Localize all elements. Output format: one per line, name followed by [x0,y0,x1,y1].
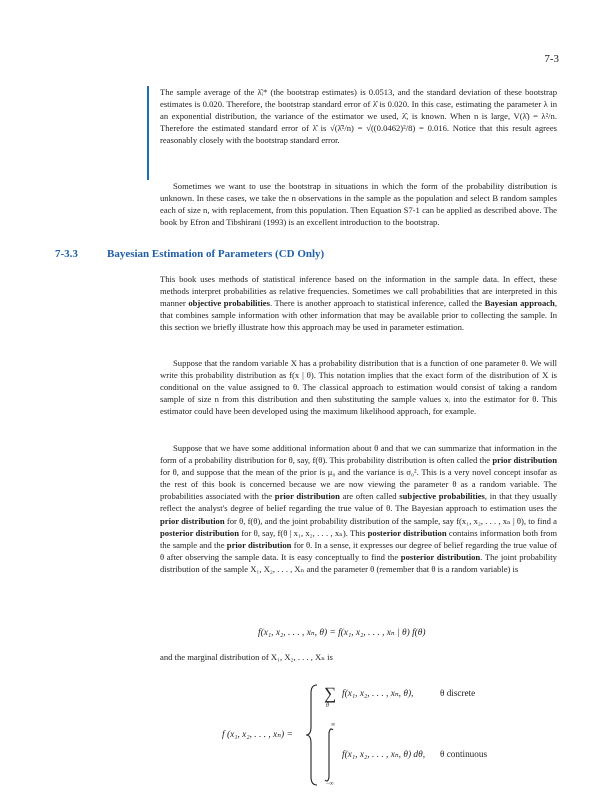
body-paragraph-1: This book uses methods of statistical inference based on the information in the sample data. In effect, these methods interpret probabilities as relative frequencies. Sometimes we call probabilities that are interpreted in this manner objective probabilities. There is another approach to statistical inference, called the Bayesian approach, that combines sample information with other information that may be available prior to collecting the sample. In this section we briefly illustrate how this approach may be used in parameter estimation. [160,274,557,333]
integral-term: f(x₁, x₂, . . . , xₙ, θ) dθ, [342,750,426,760]
condition-discrete: θ discrete [440,688,476,698]
section-title: Bayesian Estimation of Parameters (CD Only) [107,248,325,260]
body-paragraph-3: Suppose that we have some additional information about θ and that we can summarize that information in the form of a probability distribution for θ, say, f(θ). This probability distribution is often called the prior distribution for θ, and suppose that the mean of the prior is μ₀ and the variance is σ₀². This is a very novel concept insofar as the rest of this book is concerned because we are now viewing the parameter θ as a random variable. The probabilities associated with the prior distribution are often called subjective probabilities, in that they usually reflect the analyst's degree of belief regarding the true value of θ. The Bayesian approach to estimation uses the prior distribution for θ, f(θ), and the joint probability distribution of the sample, say f(x₁, x₂, . . . , xₙ | θ), to find a posterior distribution for θ, say, f(θ | x₁, x₂, . . . , xₙ). This posterior distribution contains information both from the sample and the prior distribution for θ. In a sense, it expresses our degree of belief regarding the true value of θ after observing the sample data. It is easy conceptually to find the posterior distribution. The joint probability distribution of the sample X₁, X₂, . . . , Xₙ and the parameter θ (remember that θ is a random variable) is [160,443,558,574]
body-paragraph-2: Suppose that the random variable X has a probability distribution that is a function of one parameter θ. We will write this probability distribution as f(x | θ). This notation implies that the exact form of the distribution of X is conditional on the value assigned to θ. The classical approach to estimation would consist of taking a random sample of size n from this distribution and then substituting the sample values xᵢ into the estimator for θ. This estimator could have been developed using the maximum likelihood approach, for example. [160,358,557,417]
integral-upper-limit: ∞ [331,722,336,728]
marginal-lhs: f (x₁, x₂, . . . , xₙ) = [222,730,293,740]
integral-lower-limit: −∞ [326,781,334,787]
section-heading [55,248,324,260]
condition-continuous: θ continuous [440,749,488,759]
integral-symbol [322,727,336,783]
intro-paragraph-2: Sometimes we want to use the bootstrap in situations in which the form of the probability distribution is unknown. In these cases, we take the n observations in the sample as the population and select B random samples each of size n, with replacement, from this population. Then Equation S7-1 can be applied as described above. The book by Efron and Tibshirani (1993) is an excellent introduction to the bootstrap. [160,181,557,228]
margin-bar [147,86,149,180]
intro-paragraph-1: The sample average of the λ̂ᵢ* (the bootstrap estimates) is 0.0513, and the standard deviation of these bootstrap estimates is 0.020. Therefore, the bootstrap standard error of λ̂ is 0.020. In this case, estimating the parameter λ in an exponential distribution, the variance of the estimator we used, λ̂, is known. When n is large, V(λ̂) = λ²/n. Therefore the estimated standard error of λ̂ is √(λ̂²/n) = √((0.0462)²/8) = 0.016. Notice that this result agrees reasonably closely with the bootstrap standard error. [160,87,557,146]
marginal-intro-text: and the marginal distribution of X₁, X₂, . . . , Xₙ is [160,652,333,662]
summation-term: f(x₁, x₂, . . . , xₙ, θ), [342,689,414,699]
summation-subscript: θ [326,703,329,709]
page-number: 7-3 [544,53,559,65]
summation-symbol: ∑ [324,684,337,703]
left-brace [305,683,319,787]
joint-distribution-equation: f(x₁, x₂, . . . , xₙ, θ) = f(x₁, x₂, . . . , xₙ | θ) f(θ) [258,628,426,638]
section-number: 7-3.3 [55,248,78,260]
